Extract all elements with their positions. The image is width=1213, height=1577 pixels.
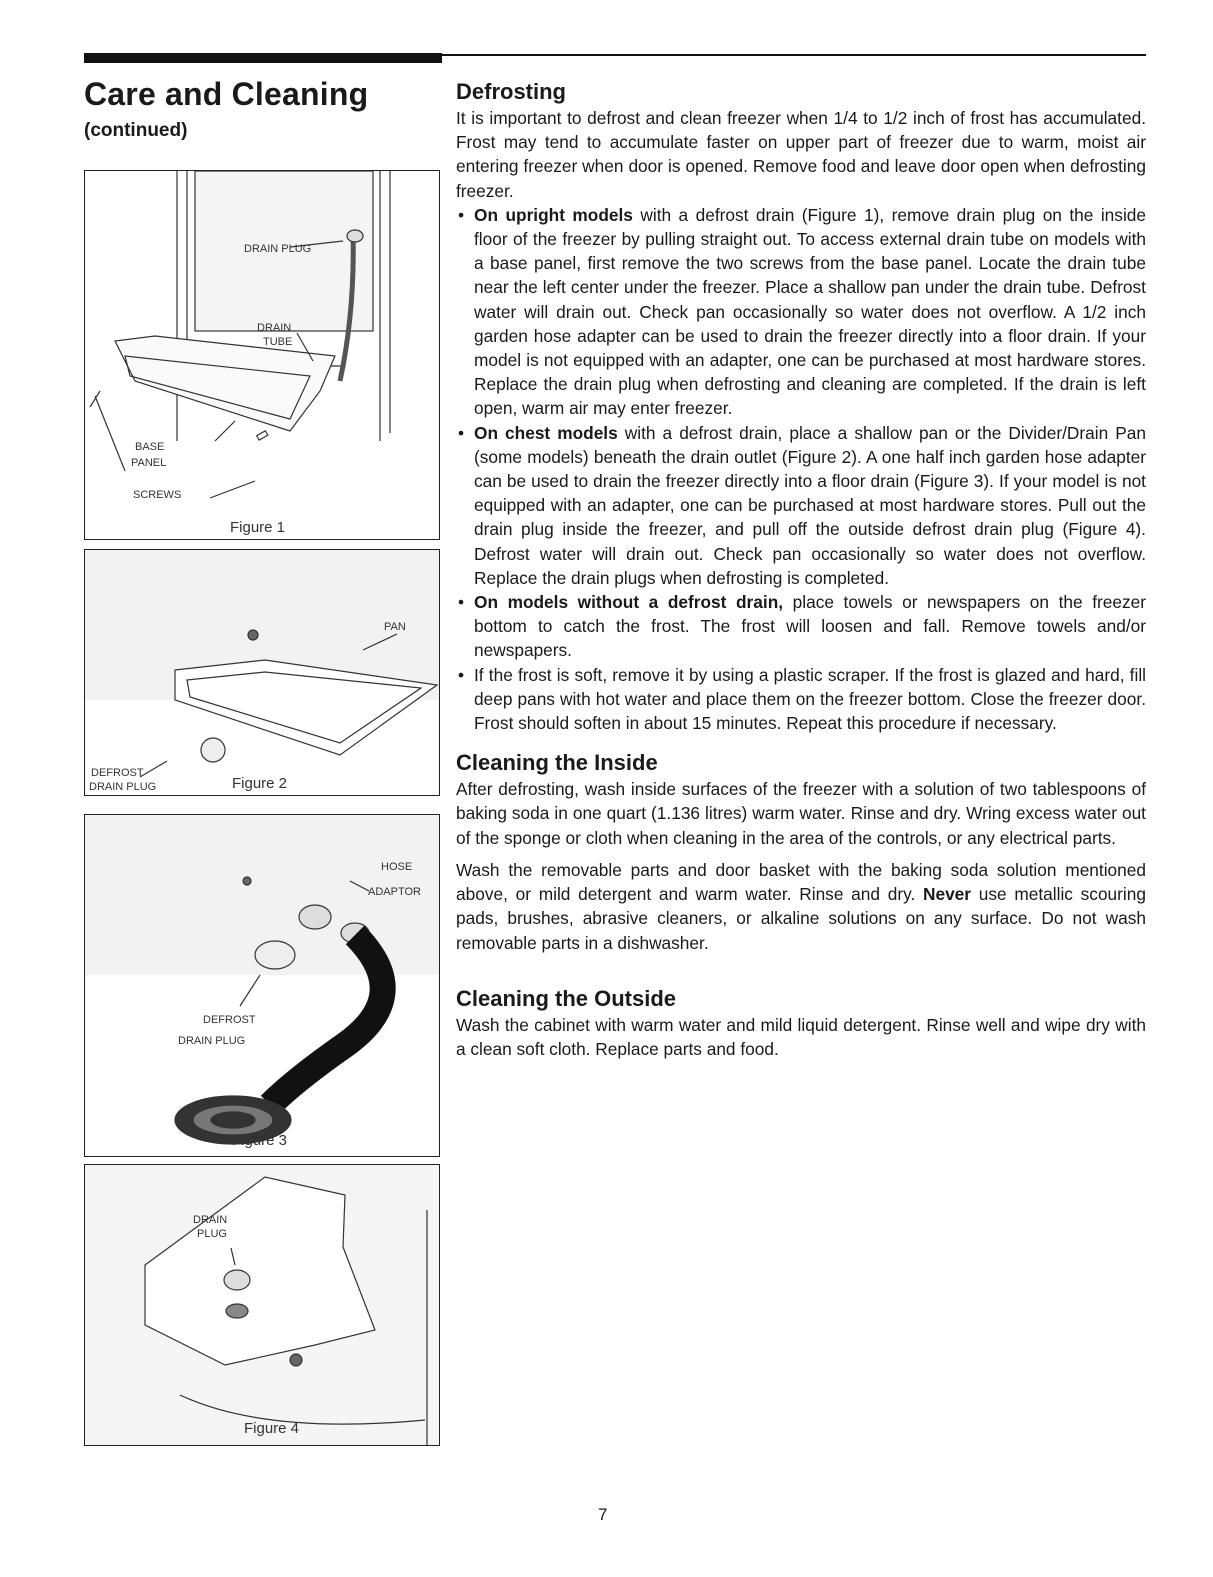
fig2-label-defrost: DEFROST — [91, 767, 144, 779]
bullet-no-drain-text: place towels or newspapers on the freezer bottom to catch the frost. The frost will loosen and fall. Remove towels and/or newspapers. — [474, 592, 1146, 661]
figure-4 — [84, 1164, 440, 1446]
fig1-label-panel: PANEL — [131, 457, 167, 469]
fig1-label-base: BASE — [135, 441, 165, 453]
bullet-chest-bold: On chest models — [474, 422, 618, 443]
fig1-label-drain: DRAIN — [257, 322, 292, 334]
fig1-label-screws: SCREWS — [133, 489, 182, 501]
defrosting-bullet-list — [456, 203, 1146, 735]
fig4-label-plug: PLUG — [197, 1228, 227, 1240]
fig1-label-tube: TUBE — [263, 336, 293, 348]
heading-cleaning-inside: Cleaning the Inside — [456, 750, 658, 776]
defrosting-intro: It is important to defrost and clean freezer when 1/4 to 1/2 inch of frost has accumulated. Frost may tend to accumulate faster on upper part of freezer due to warm, moist air entering freezer when door is opened. Remove food and leave door open when defrosting freezer. — [456, 108, 1146, 201]
bullet-soft-frost — [456, 663, 1146, 736]
heading-defrosting: Defrosting — [456, 79, 566, 104]
fig3-label-hose: HOSE — [381, 861, 413, 873]
cleaning-inside-paragraph-2 — [456, 858, 1146, 955]
bullet-no-drain-models — [456, 590, 1146, 663]
fig3-label-defrost: DEFROST — [203, 1014, 256, 1026]
bullet-upright-text: with a defrost drain (Figure 1), remove drain plug on the inside floor of the freezer by pulling straight out. To access external drain tube on models with a base panel, first remove the two screws from the base panel. Locate the drain tube near the left center under the freezer. Place a shallow pan under the drain tube. Defrost water will drain out. Check pan occasionally so water does not overflow. A 1/2 inch garden hose adapter can be used to drain the freezer directly into a floor drain. If your model is not equipped with an adapter, one can be purchased at most hardware stores. Replace the drain plug when defrosting and cleaning are completed. If the drain is left open, warm air may enter freezer. — [474, 204, 1146, 419]
page-subtitle: (continued) — [84, 120, 188, 141]
fig2-label-pan: PAN — [384, 621, 406, 633]
page-number: 7 — [598, 1505, 608, 1524]
figure-3 — [84, 814, 440, 1157]
text-column — [456, 78, 1146, 1061]
figure-2-illustration — [85, 550, 440, 796]
bullet-chest-text: with a defrost drain, place a shallow pan or the Divider/Drain Pan (some models) beneath the drain outlet (Figure 2). A one half inch garden hose adapter can be used to drain the freezer directly into a floor drain (Figure 3). If your model is not equipped with an adapter, one can be purchased at most hardware stores. Pull out the drain plug inside the freezer, and pull off the outside defrost drain plug (Figure 4). Defrost water will drain out. Check pan occasionally so water does not overflow. Replace the drain plugs when defrosting is completed. — [474, 422, 1147, 588]
bullet-chest-models — [456, 421, 1146, 590]
figure-1-illustration — [85, 171, 440, 540]
cleaning-inside-p2-a: Wash the removable parts and door basket with the baking soda solution mentioned above, or mild detergent and warm water. Rinse and dry. — [456, 859, 1146, 905]
fig4-label-drain: DRAIN — [193, 1214, 228, 1226]
cleaning-inside-p2-b: use metallic scouring pads, brushes, abrasive cleaners, or alkaline solutions on any surface. Do not wash removable parts in a dishwasher. — [456, 884, 1146, 953]
figure-3-caption: Figure 3 — [232, 1132, 288, 1149]
figure-2 — [84, 549, 440, 796]
page-title: Care and Cleaning — [84, 76, 369, 112]
bullet-upright-bold: On upright models — [474, 204, 633, 225]
header-rule-thick — [84, 53, 442, 63]
heading-cleaning-outside: Cleaning the Outside — [456, 985, 677, 1011]
fig2-label-drain-plug: DRAIN PLUG — [89, 781, 157, 793]
bullet-upright-models — [456, 203, 1146, 421]
cleaning-inside-never: Never — [922, 884, 972, 905]
figure-1-caption: Figure 1 — [230, 519, 286, 536]
header-rule-thin — [442, 54, 1146, 56]
bullet-soft-frost-text: If the frost is soft, remove it by using a plastic scraper. If the frost is glazed and hard, fill deep pans with hot water and place them on the freezer bottom. Close the freezer door. Frost should soften in about 15 minutes. Repeat this procedure if necessary. — [474, 664, 1146, 734]
figure-2-caption: Figure 2 — [232, 775, 288, 792]
fig1-label-drain-plug: DRAIN PLUG — [244, 243, 312, 255]
fig3-label-drain-plug: DRAIN PLUG — [178, 1035, 246, 1047]
figure-4-illustration — [85, 1165, 440, 1446]
figure-3-illustration — [85, 815, 440, 1157]
cleaning-outside-paragraph: Wash the cabinet with warm water and mild liquid detergent. Rinse well and wipe dry with a clean soft cloth. Replace parts and food. — [456, 1014, 1146, 1059]
fig3-label-adaptor: ADAPTOR — [368, 886, 421, 898]
figure-4-caption: Figure 4 — [244, 1420, 300, 1437]
figure-1 — [84, 170, 440, 540]
bullet-no-drain-bold: On models without a defrost drain, — [474, 592, 784, 613]
cleaning-inside-paragraph-1: After defrosting, wash inside surfaces of the freezer with a solution of two tablespoons of baking soda in one quart (1.136 litres) warm water. Rinse and dry. Wring excess water out of the sponge or cloth when cleaning in the area of the controls, or any electrical parts. — [456, 779, 1146, 848]
